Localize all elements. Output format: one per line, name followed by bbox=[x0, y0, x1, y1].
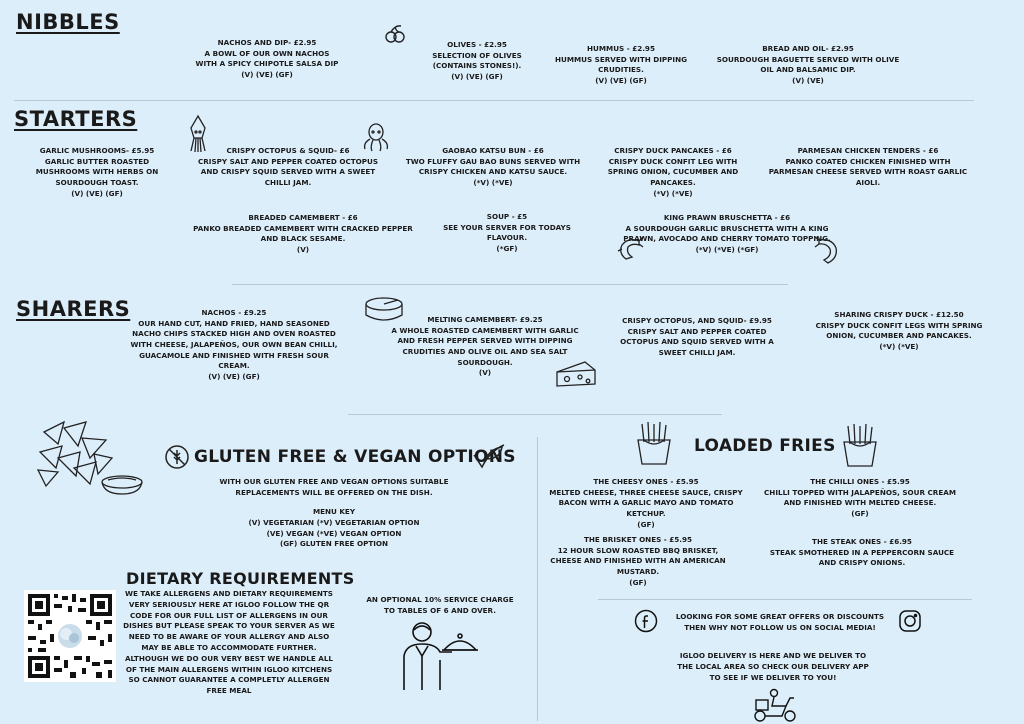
heading-nibbles: NIBBLES bbox=[16, 10, 120, 34]
item-title: PARMESAN CHICKEN TENDERS - £6 bbox=[797, 146, 939, 155]
menu-item bbox=[806, 310, 992, 353]
menu-item bbox=[548, 535, 728, 588]
delivery-text: IGLOO DELIVERY IS HERE AND WE DELIVER TO THE LOCAL AREA SO CHECK OUR DELIVERY APP TO SEE IF WE DELIVER TO YOU! bbox=[677, 651, 869, 682]
menu-key-line: (VE) VEGAN (*VE) VEGAN OPTION bbox=[266, 528, 402, 538]
menu-item bbox=[768, 146, 968, 189]
item-diet-key: (V) (VE) (GF) bbox=[451, 71, 503, 81]
item-description: A BOWL OF OUR OWN NACHOS WITH A SPICY CHIPOTLE SALSA DIP bbox=[195, 48, 339, 69]
qr-code-icon[interactable] bbox=[24, 590, 116, 682]
item-description: CRISPY DUCK CONFIT LEG WITH SPRING ONION, CUCUMBER AND PANCAKES. bbox=[607, 156, 739, 187]
menu-item bbox=[193, 38, 341, 81]
item-diet-key: (*V) (*VE) bbox=[653, 188, 693, 198]
menu-item bbox=[412, 40, 542, 83]
item-diet-key: (*V) (*VE) (*GF) bbox=[695, 244, 759, 254]
waiter-icon bbox=[400, 620, 480, 692]
item-title: THE CHILLI ONES - £5.95 bbox=[810, 477, 910, 486]
menu-item bbox=[192, 146, 384, 189]
divider bbox=[232, 284, 788, 285]
divider bbox=[14, 100, 974, 101]
menu-item bbox=[192, 213, 414, 256]
olive-icon bbox=[383, 22, 407, 46]
menu-key-line: (V) VEGETARIAN (*V) VEGETARIAN OPTION bbox=[248, 517, 420, 527]
item-title: BREAD AND OIL- £2.95 bbox=[762, 44, 854, 53]
item-description: OUR HAND CUT, HAND FRIED, HAND SEASONED NACHO CHIPS STACKED HIGH AND OVEN ROASTED WITH CHEESE, JALAPEÑOS, OUR OWN BEAN CHILLI, GUACAMOLE AND FINISHED WITH FRESH SOUR CREAM. bbox=[130, 318, 338, 371]
leaf-icon bbox=[472, 443, 506, 471]
menu-item bbox=[714, 44, 902, 87]
heading-loaded-fries: LOADED FRIES bbox=[694, 436, 836, 456]
item-title: THE BRISKET ONES - £5.95 bbox=[583, 535, 692, 544]
item-title: NACHOS - £9.25 bbox=[201, 308, 267, 317]
item-description: STEAK SMOTHERED IN A PEPPERCORN SAUCE AND CRISPY ONIONS. bbox=[769, 547, 955, 568]
menu-key-line: (GF) GLUTEN FREE OPTION bbox=[279, 539, 389, 549]
item-description: GARLIC BUTTER ROASTED MUSHROOMS WITH HERBS ON SOURDOUGH TOAST. bbox=[35, 156, 159, 187]
item-title: NACHOS AND DIP- £2.95 bbox=[217, 38, 317, 47]
item-description: TWO FLUFFY GAU BAO BUNS SERVED WITH CRISPY CHICKEN AND KATSU SAUCE. bbox=[405, 156, 581, 177]
item-title: CRISPY DUCK PANCAKES - £6 bbox=[614, 146, 732, 155]
social-media-text: LOOKING FOR SOME GREAT OFFERS OR DISCOUNTS THEN WHY NOT FOLLOW US ON SOCIAL MEDIA! bbox=[675, 612, 885, 632]
item-title: SHARING CRISPY DUCK - £12.50 bbox=[834, 310, 964, 319]
octopus-icon bbox=[360, 121, 392, 153]
menu-key-title: MENU KEY bbox=[312, 507, 356, 516]
cheese-icon bbox=[555, 360, 597, 388]
item-title: BREADED CAMEMBERT - £6 bbox=[248, 213, 358, 222]
item-title: OLIVES - £2.95 bbox=[447, 40, 507, 49]
facebook-icon[interactable] bbox=[634, 609, 658, 633]
menu-item bbox=[22, 146, 172, 199]
item-diet-key: (GF) bbox=[637, 519, 655, 529]
menu-item bbox=[542, 477, 750, 530]
item-diet-key: (V) bbox=[296, 244, 310, 254]
no-gluten-icon bbox=[164, 444, 190, 470]
item-diet-key: (GF) bbox=[851, 508, 869, 518]
item-diet-key: (V) (VE) (GF) bbox=[241, 69, 293, 79]
heading-gluten-free: GLUTEN FREE & VEGAN OPTIONS bbox=[194, 447, 516, 467]
item-title: SOUP - £5 bbox=[486, 212, 528, 221]
instagram-icon[interactable] bbox=[898, 609, 922, 633]
heading-dietary: DIETARY REQUIREMENTS bbox=[126, 569, 355, 588]
item-description: CHILLI TOPPED WITH JALAPEÑOS, SOUR CREAM AND FINISHED WITH MELTED CHEESE. bbox=[764, 487, 956, 508]
dietary-paragraph: WE TAKE ALLERGENS AND DIETARY REQUIREMENTS VERY SERIOUSLY HERE AT IGLOO FOLLOW THE QR CODE FOR OUR FULL LIST OF ALLERGENS IN OUR DISHES BUT PLEASE SPEAK TO YOUR SERVER AS WE NEED TO BE AWARE OF YOUR ALLERGY AND ALSO MAY BE ABLE TO ACCOMMODATE FURTHER. bbox=[123, 589, 335, 652]
menu-item bbox=[764, 537, 960, 569]
item-title: HUMMUS - £2.95 bbox=[587, 44, 655, 53]
menu-item bbox=[397, 146, 589, 189]
menu-item bbox=[130, 308, 338, 383]
item-description: CRISPY DUCK CONFIT LEGS WITH SPRING ONION, CUCUMBER AND PANCAKES. bbox=[815, 320, 983, 341]
menu-item bbox=[618, 213, 836, 256]
item-diet-key: (V) (VE) (GF) bbox=[208, 371, 260, 381]
fries-icon bbox=[634, 420, 674, 466]
dietary-paragraph: ALTHOUGH WE DO OUR VERY BEST WE HANDLE ALL OF THE MAIN ALLERGENS WITHIN IGLOO KITCHENS SO CANNOT GUARANTEE A COMPLETLY ALLERGEN FREE MEAL bbox=[124, 653, 334, 696]
menu-item bbox=[595, 146, 751, 199]
nachos-icon bbox=[34, 418, 146, 498]
item-diet-key: (V) (VE) (GF) bbox=[71, 188, 123, 198]
divider bbox=[537, 437, 538, 721]
item-diet-key: (V) bbox=[478, 368, 492, 378]
item-description: A WHOLE ROASTED CAMEMBERT WITH GARLIC AND FRESH PEPPER SERVED WITH DIPPING CRUDITIES AND OLIVE OIL AND SEA SALT SOURDOUGH. bbox=[391, 325, 579, 367]
divider bbox=[348, 414, 722, 415]
item-title: THE STEAK ONES - £6.95 bbox=[812, 537, 912, 546]
item-diet-key: (*GF) bbox=[496, 243, 518, 253]
delivery-scooter-icon bbox=[752, 688, 798, 722]
item-description: A SOURDOUGH GARLIC BRUSCHETTA WITH A KING PRAWN, AVOCADO AND CHERRY TOMATO TOPPING. bbox=[623, 223, 831, 244]
item-description: CRISPY SALT AND PEPPER COATED OCTOPUS AND SQUID SERVED WITH A SWEET CHILLI JAM. bbox=[620, 326, 774, 357]
item-description: SOURDOUGH BAGUETTE SERVED WITH OLIVE OIL AND BALSAMIC DIP. bbox=[716, 54, 900, 75]
menu-item bbox=[618, 316, 776, 359]
item-description: HUMMUS SERVED WITH DIPPING CRUDITIES. bbox=[554, 54, 688, 75]
dietary-text bbox=[122, 589, 336, 697]
heading-starters: STARTERS bbox=[14, 107, 138, 131]
menu-item bbox=[540, 44, 702, 87]
item-diet-key: (V) (VE) bbox=[792, 75, 824, 85]
item-description: PANKO BREADED CAMEMBERT WITH CRACKED PEPPER AND BLACK SESAME. bbox=[193, 223, 413, 244]
item-diet-key: (*V) (*VE) bbox=[473, 177, 513, 187]
item-description: 12 HOUR SLOW ROASTED BBQ BRISKET, CHEESE AND FINISHED WITH AN AMERICAN MUSTARD. bbox=[550, 545, 726, 576]
item-diet-key: (*V) (*VE) bbox=[879, 341, 919, 351]
menu-item bbox=[762, 477, 958, 520]
item-description: CRISPY SALT AND PEPPER COATED OCTOPUS AND CRISPY SQUID SERVED WITH A SWEET CHILLI JAM. bbox=[197, 156, 379, 187]
item-title: THE CHEESY ONES - £5.95 bbox=[593, 477, 699, 486]
item-description: SEE YOUR SERVER FOR TODAYS FLAVOUR. bbox=[443, 222, 571, 243]
gluten-intro: WITH OUR GLUTEN FREE AND VEGAN OPTIONS SUITABLE REPLACEMENTS WILL BE OFFERED ON THE DISH. bbox=[219, 477, 449, 497]
item-title: CRISPY OCTOPUS, AND SQUID- £9.95 bbox=[622, 316, 772, 325]
item-diet-key: (GF) bbox=[629, 577, 647, 587]
item-title: MELTING CAMEMBERT- £9.25 bbox=[427, 315, 543, 324]
prawn-icon bbox=[814, 236, 842, 266]
item-title: CRISPY OCTOPUS & SQUID- £6 bbox=[226, 146, 350, 155]
item-title: KING PRAWN BRUSCHETTA - £6 bbox=[663, 213, 791, 222]
item-title: GAOBAO KATSU BUN - £6 bbox=[442, 146, 544, 155]
menu-key bbox=[196, 507, 472, 550]
menu-item bbox=[424, 212, 590, 255]
fries-icon bbox=[840, 422, 880, 468]
service-charge-note: AN OPTIONAL 10% SERVICE CHARGE TO TABLES OF 6 AND OVER. bbox=[366, 595, 514, 615]
item-description: MELTED CHEESE, THREE CHEESE SAUCE, CRISPY BACON WITH A GARLIC MAYO AND TOMATO KETCHUP. bbox=[549, 487, 743, 518]
item-description: PANKO COATED CHICKEN FINISHED WITH PARMESAN CHEESE SERVED WITH ROAST GARLIC AIOLI. bbox=[768, 156, 968, 187]
divider bbox=[598, 599, 972, 600]
item-title: GARLIC MUSHROOMS- £5.95 bbox=[39, 146, 155, 155]
item-diet-key: (V) (VE) (GF) bbox=[595, 75, 647, 85]
item-description: SELECTION OF OLIVES (CONTAINS STONES!). bbox=[432, 50, 522, 71]
heading-sharers: SHARERS bbox=[16, 297, 131, 321]
